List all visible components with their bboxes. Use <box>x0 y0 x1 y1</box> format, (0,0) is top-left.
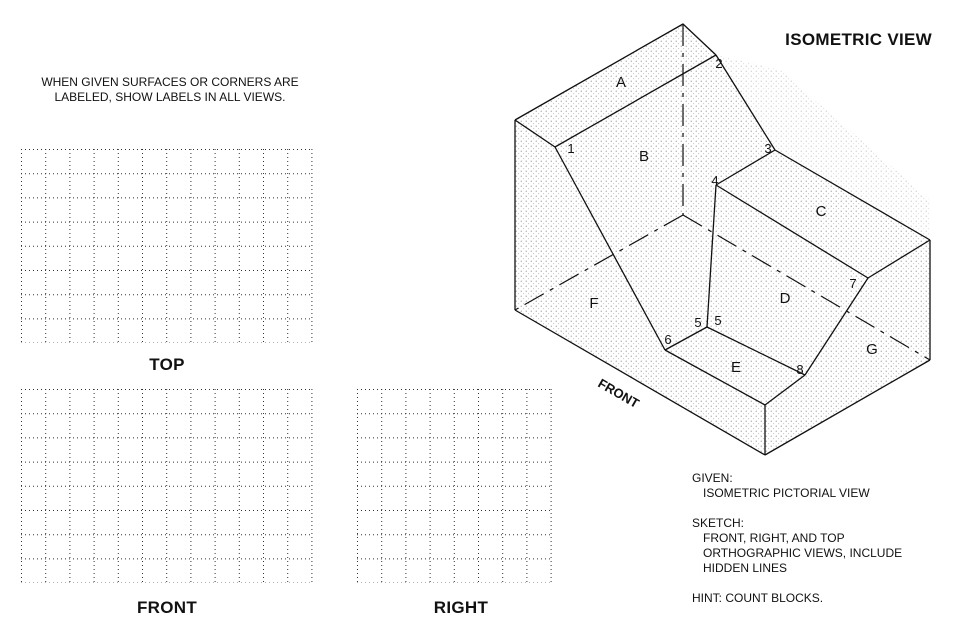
isometric-title: ISOMETRIC VIEW <box>785 30 932 49</box>
corner-label-1: 1 <box>567 141 575 156</box>
corner-label-2: 2 <box>715 56 723 71</box>
surface-label-e: E <box>730 359 742 376</box>
sketch-line-3: HIDDEN LINES <box>703 561 788 575</box>
surface-label-c: C <box>815 203 827 220</box>
corner-label-7: 7 <box>849 276 857 291</box>
front-direction-label: FRONT <box>595 375 642 411</box>
surface-label-a: A <box>615 74 627 91</box>
hint-text: HINT: COUNT BLOCKS. <box>692 591 824 605</box>
top-grid-svg <box>21 149 313 343</box>
given-heading: GIVEN: <box>692 471 733 485</box>
corner-label-3: 3 <box>764 141 772 156</box>
isometric-drawing <box>505 15 945 465</box>
given-text: ISOMETRIC PICTORIAL VIEW <box>703 486 870 500</box>
surface-label-d: D <box>779 290 791 307</box>
sketch-line-2: ORTHOGRAPHIC VIEWS, INCLUDE <box>703 546 903 560</box>
front-view-grid[interactable] <box>21 389 313 583</box>
shaded-faces <box>515 24 930 455</box>
front-view-label: FRONT <box>136 598 198 617</box>
instruction-text <box>20 75 320 105</box>
instruction-line-1: WHEN GIVEN SURFACES OR CORNERS ARE <box>41 75 299 89</box>
surface-label-g: G <box>866 341 878 358</box>
front-grid-svg <box>21 389 313 583</box>
corner-label-8: 8 <box>796 362 804 377</box>
right-view-label: RIGHT <box>433 598 489 617</box>
top-view-grid[interactable] <box>21 149 313 343</box>
surface-label-b: B <box>638 148 650 165</box>
corner-label-4: 4 <box>711 173 719 188</box>
instructions-notes <box>692 471 952 606</box>
corner-label-5a: 5 <box>694 315 702 330</box>
surface-label-f: F <box>589 295 599 312</box>
corner-label-5b: 5 <box>714 313 722 328</box>
sketch-heading: SKETCH: <box>692 516 745 530</box>
top-view-label: TOP <box>149 355 185 374</box>
corner-label-6: 6 <box>664 332 672 347</box>
sketch-line-1: FRONT, RIGHT, AND TOP <box>703 531 845 545</box>
instruction-line-2: LABELED, SHOW LABELS IN ALL VIEWS. <box>54 90 286 104</box>
